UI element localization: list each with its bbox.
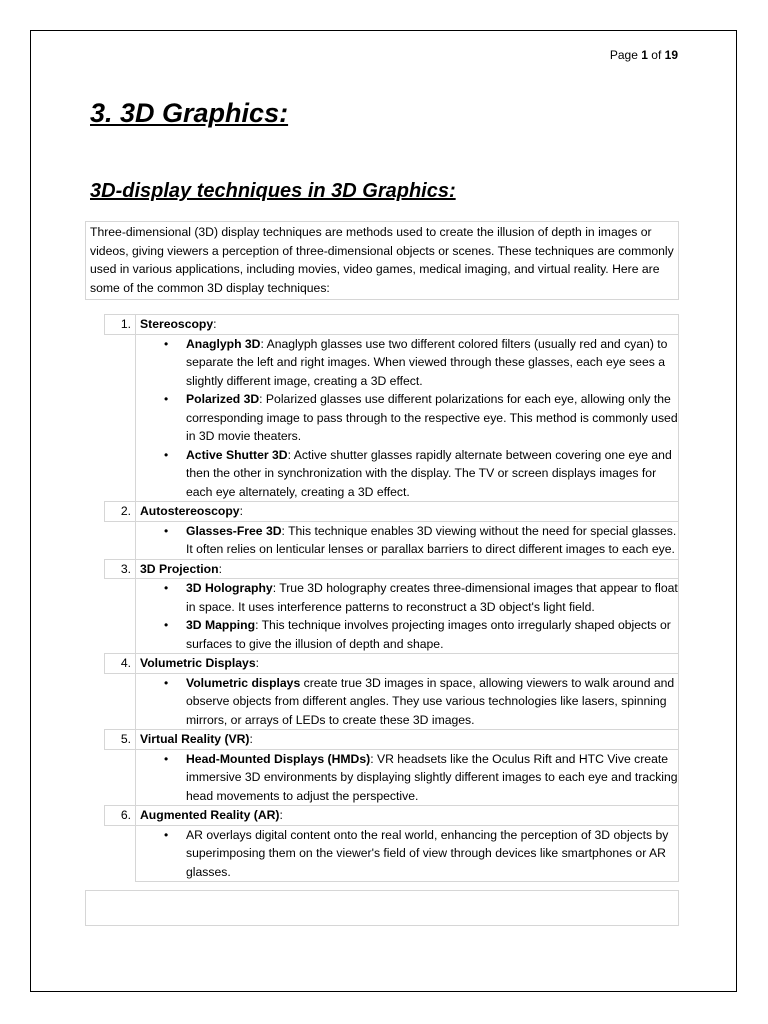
list-number: 4. (105, 654, 136, 674)
bullet-list (158, 522, 678, 559)
list-number: 2. (105, 502, 136, 522)
list-subitems (136, 521, 679, 559)
list-subitems-row (105, 521, 679, 559)
bullet-text: : This technique enables 3D viewing without the need for special glasses. It often relies on lenticular lenses or parallax barriers to direct different images to each eye. (186, 523, 677, 556)
page-total: 19 (664, 48, 678, 62)
bullet-item (158, 674, 678, 730)
list-heading-suffix: : (249, 732, 253, 746)
bullet-term: Head-Mounted Displays (HMDs) (186, 751, 371, 766)
bullet-text: : Active shutter glasses rapidly alternate between covering one eye and then the other in synchronization with the display. The TV or screen displays images for each eye alternately, creating a 3D effect. (186, 447, 672, 499)
list-heading-suffix: : (239, 504, 243, 518)
bullet-term: 3D Mapping (186, 618, 256, 632)
bullet-item (158, 826, 678, 882)
list-section-row (105, 559, 679, 579)
bullet-list (158, 579, 678, 653)
list-heading (136, 315, 679, 335)
list-heading (136, 559, 679, 579)
list-indent (105, 825, 136, 882)
intro-paragraph: Three-dimensional (3D) display techniques are methods used to create the illusion of depth in images or videos, giving viewers a perception of three-dimensional objects or scenes. These techniques are commonly used in various applications, including movies, video games, medical imaging, and virtual reality. Here are some of the common 3D display techniques: (85, 221, 679, 300)
list-heading (136, 502, 679, 522)
list-section-row (105, 806, 679, 826)
list-section-row (105, 315, 679, 335)
list-heading-suffix: : (218, 561, 222, 576)
list-heading-term: Volumetric Displays (140, 656, 256, 670)
bullet-text: : Polarized glasses use different polarizations for each eye, allowing only the corresponding image to pass through to the respective eye. This method is commonly used in 3D movie theaters. (186, 392, 678, 443)
bullet-item (158, 390, 678, 446)
list-indent (105, 579, 136, 654)
list-subitems-row (105, 825, 679, 882)
list-heading (136, 806, 679, 826)
list-heading-term: 3D Projection (140, 561, 219, 576)
bullet-item (158, 446, 678, 502)
list-heading-term: Augmented Reality (AR) (140, 808, 280, 822)
list-heading-suffix: : (279, 808, 283, 822)
bullet-term: Volumetric displays (186, 675, 301, 690)
list-section-row (105, 730, 679, 750)
list-subitems (136, 673, 679, 730)
page-number (610, 48, 678, 62)
bullet-text: AR overlays digital content onto the real world, enhancing the perception of 3D objects by superimposing them on the viewer's field of view through devices like smartphones or AR glasses. (186, 827, 669, 879)
bullet-term: Anaglyph 3D (186, 336, 261, 351)
bullet-term: Active Shutter 3D (186, 447, 288, 462)
list-subitems (136, 579, 679, 654)
bullet-text: : Anaglyph glasses use two different colored filters (usually red and cyan) to separate the left and right images. When viewed through these glasses, each eye sees a slightly different image, creating a 3D effect. (186, 336, 668, 388)
list-subitems (136, 334, 679, 502)
list-indent (105, 334, 136, 502)
list-heading-term: Stereoscopy (140, 317, 214, 331)
list-indent (105, 521, 136, 559)
bullet-item (158, 579, 678, 616)
list-subitems (136, 749, 679, 806)
section-subtitle: 3D-display techniques in 3D Graphics: (90, 180, 456, 202)
list-heading-term: Virtual Reality (VR) (140, 732, 250, 746)
list-heading-term: Autostereoscopy (140, 504, 240, 518)
list-heading-suffix: : (255, 656, 259, 670)
list-number: 3. (105, 559, 136, 579)
empty-text-box (85, 890, 679, 926)
techniques-list (104, 314, 679, 882)
list-subitems-row (105, 749, 679, 806)
list-indent (105, 673, 136, 730)
list-indent (105, 749, 136, 806)
page-current: 1 (641, 48, 648, 62)
list-section-row (105, 654, 679, 674)
bullet-item (158, 750, 678, 806)
list-subitems (136, 825, 679, 882)
bullet-list (158, 674, 678, 730)
list-section-row (105, 502, 679, 522)
list-heading-suffix: : (213, 317, 217, 331)
document-title: 3. 3D Graphics: (90, 98, 289, 128)
list-number: 5. (105, 730, 136, 750)
list-subitems-row (105, 673, 679, 730)
bullet-list (158, 826, 678, 882)
list-subitems-row (105, 579, 679, 654)
bullet-text: : This technique involves projecting images onto irregularly shaped objects or surfaces to give the illusion of depth and shape. (186, 618, 671, 651)
page-label: Page (609, 48, 638, 62)
bullet-item (158, 335, 678, 391)
bullet-list (158, 750, 678, 806)
bullet-item (158, 522, 678, 559)
list-number: 6. (105, 806, 136, 826)
bullet-term: 3D Holography (186, 581, 273, 595)
bullet-term: Glasses-Free 3D (186, 523, 282, 538)
list-subitems-row (105, 334, 679, 502)
list-number: 1. (105, 315, 136, 335)
list-heading (136, 654, 679, 674)
bullet-text: create true 3D images in space, allowing viewers to walk around and observe objects from different angles. They use various technologies like lasers, spinning mirrors, or arrays of LEDs to create these 3D images. (186, 675, 675, 727)
bullet-term: Polarized 3D (186, 392, 260, 406)
bullet-list (158, 335, 678, 502)
page-of: of (651, 48, 662, 62)
bullet-text: : True 3D holography creates three-dimensional images that appear to float in space. It uses interference patterns to reconstruct a 3D object's light field. (186, 581, 678, 614)
bullet-text: : VR headsets like the Oculus Rift and HTC Vive create immersive 3D environments by displaying slightly different images to each eye and tracking head movements to adjust the perspective. (186, 751, 678, 803)
list-heading (136, 730, 679, 750)
bullet-item (158, 616, 678, 653)
